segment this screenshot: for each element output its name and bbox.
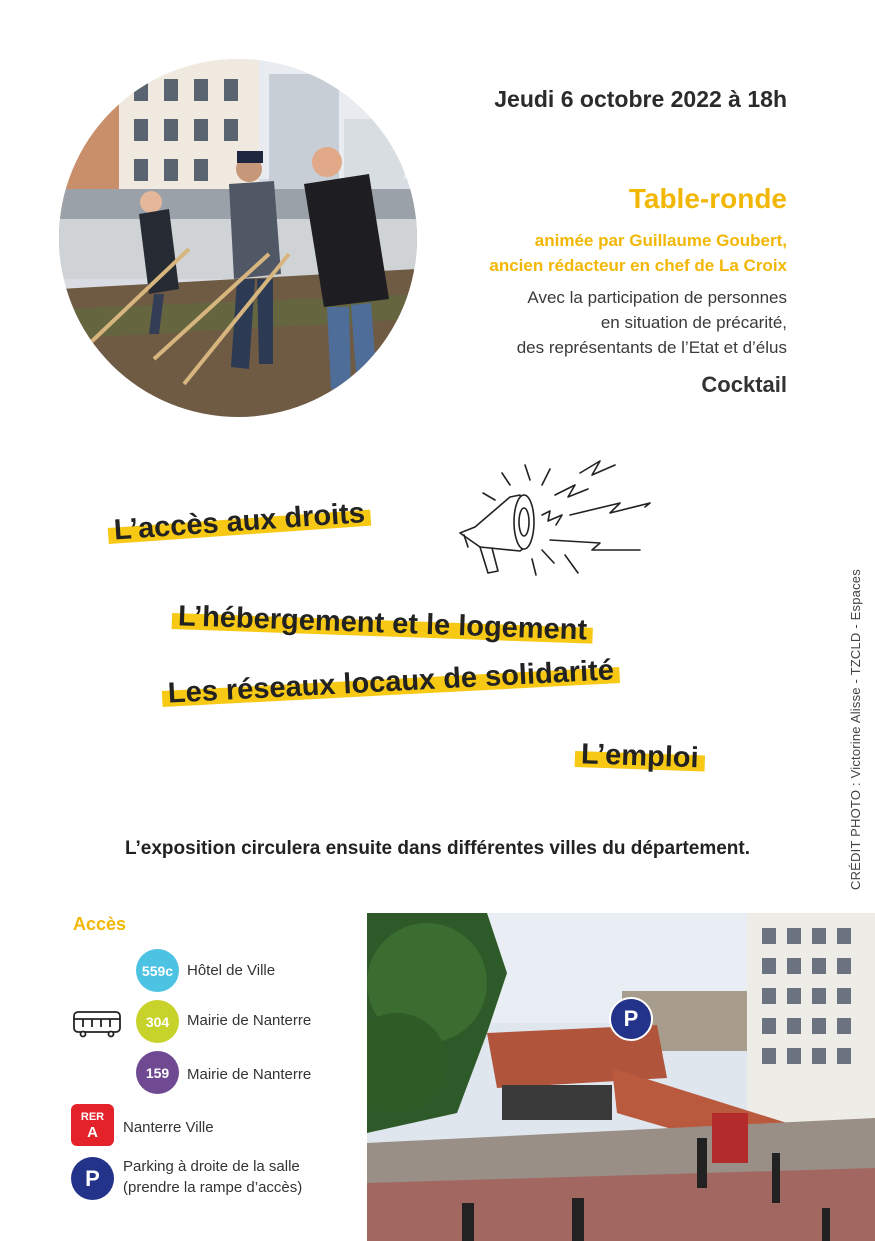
rer-line: A [87,1124,98,1141]
parking-line: (prendre la rampe d’accès) [123,1179,303,1196]
parking-badge: P [71,1157,114,1200]
bus-line-304-badge: 304 [136,1000,179,1043]
theme-label: L’emploi [580,738,700,775]
exposition-note: L’exposition circulera ensuite dans différentes villes du département. [124,838,751,859]
bus-line-159-badge: 159 [136,1051,179,1094]
parking-text [123,1156,302,1198]
table-ronde-title: Table-ronde [628,183,787,214]
cocktail-label: Cocktail [701,372,787,397]
bus-stop-label: Mairie de Nanterre [187,1066,312,1083]
participation-line: des représentants de l’Etat et d’élus [516,338,787,357]
moderator-line: animée par Guillaume Goubert, [534,231,787,250]
theme-access-rights [107,497,372,548]
photo-credit: CRÉDIT PHOTO : Victorine Alisse - TZCLD - Espaces [848,569,863,890]
rer-a-badge [71,1104,114,1146]
parking-marker: P [609,997,653,1041]
theme-label: L’hébergement et le logement [177,600,588,647]
participation-line: en situation de précarité, [600,313,787,332]
bus-icon [72,1010,122,1038]
moderator-line: ancien rédacteur en chef de La Croix [489,256,787,275]
parking-line: Parking à droite de la salle [123,1158,300,1175]
venue-entrance-photo [367,913,875,1241]
megaphone-icon [450,455,660,585]
bus-stop-label: Hôtel de Ville [187,962,276,979]
rer-station-label: Nanterre Ville [123,1119,214,1136]
theme-label: L’accès aux droits [112,497,366,547]
rer-label: RER [80,1111,105,1123]
participation-line: Avec la participation de personnes [527,288,787,307]
theme-solidarity-networks [161,654,621,711]
bus-line-559c-badge: 559c [136,949,179,992]
participation-text [367,285,787,360]
volunteers-gardening-photo [59,59,417,417]
moderator-text [367,228,787,278]
bus-stop-label: Mairie de Nanterre [187,1012,312,1029]
access-title: Accès [73,914,127,934]
theme-housing [171,600,593,648]
theme-label: Les réseaux locaux de solidarité [167,654,615,710]
theme-employment [574,738,705,776]
event-date: Jeudi 6 octobre 2022 à 18h [494,86,787,112]
